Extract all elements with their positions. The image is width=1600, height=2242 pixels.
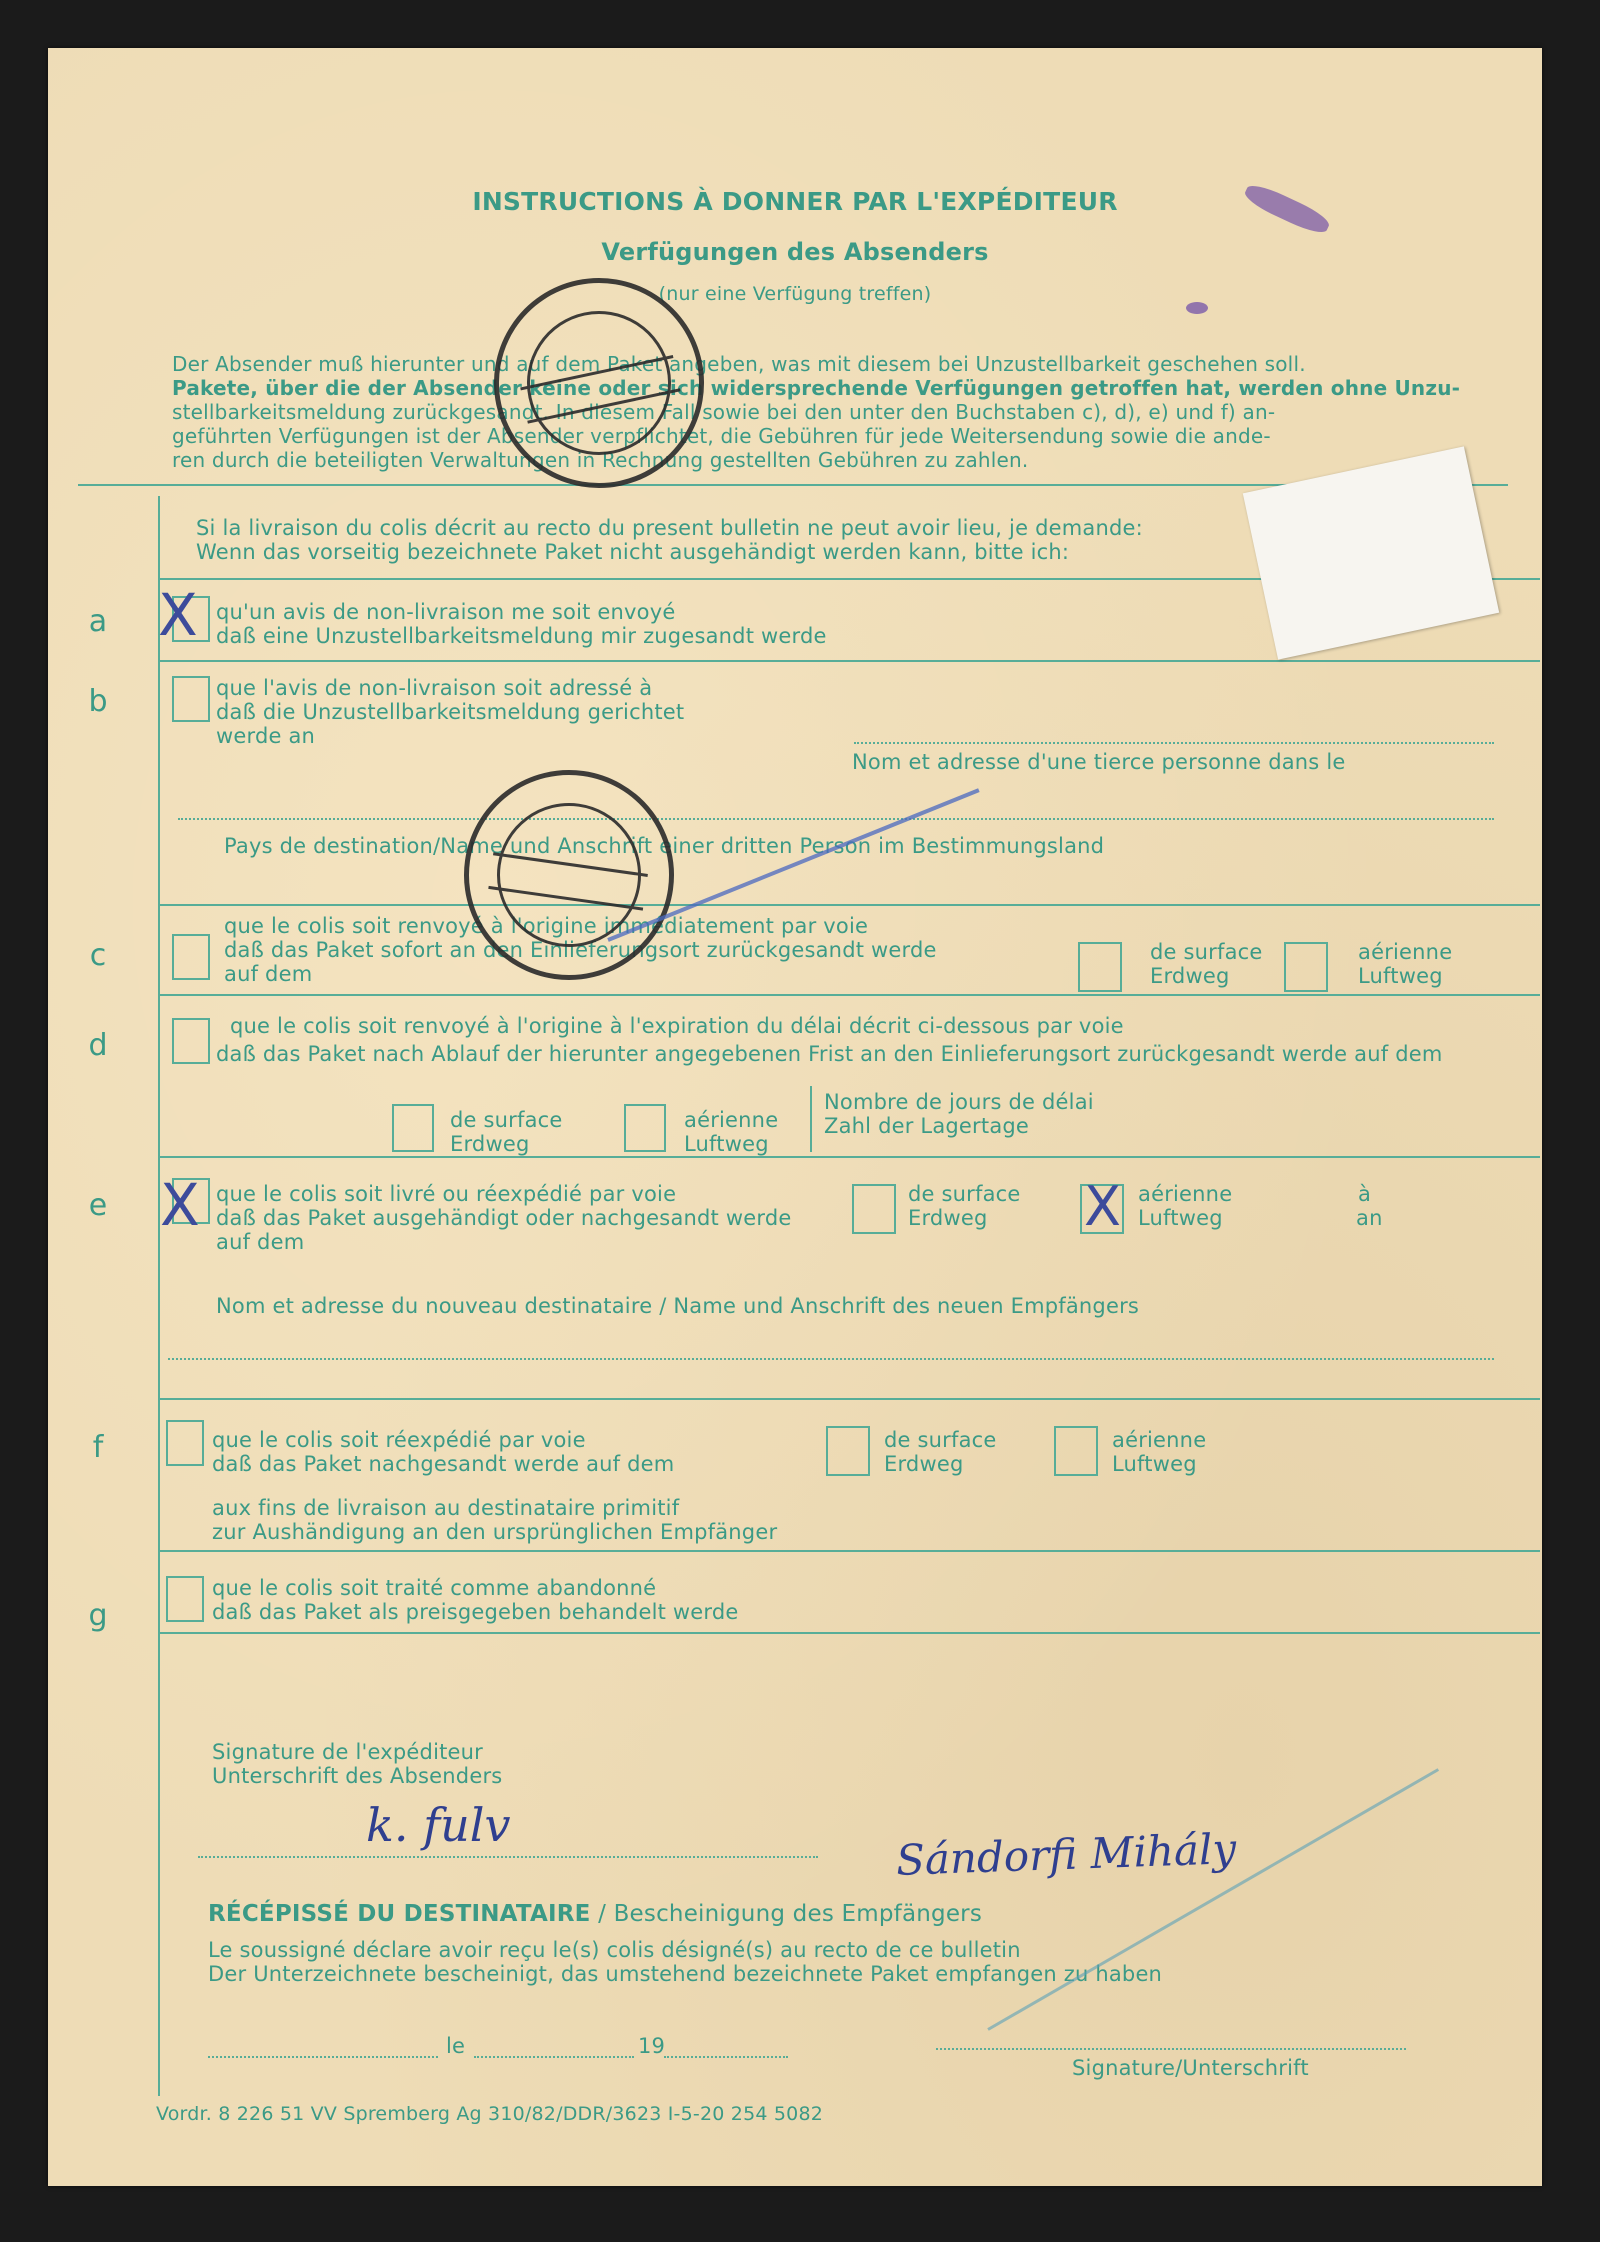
row-e-line2: daß das Paket ausgehändigt oder nachgesandt werde bbox=[216, 1206, 792, 1230]
row-letter-c: c bbox=[89, 938, 107, 973]
row-letter-e: e bbox=[88, 1188, 108, 1223]
request-french: Si la livraison du colis décrit au recto du present bulletin ne peut avoir lieu, je demande: bbox=[196, 516, 1143, 540]
date-dotted-line bbox=[664, 2056, 788, 2058]
handwritten-x-mark: X bbox=[160, 1171, 200, 1239]
form-sheet bbox=[48, 48, 1542, 2186]
checkbox-c-surface[interactable] bbox=[1078, 942, 1122, 992]
row-f-line2: daß das Paket nachgesandt werde auf dem bbox=[212, 1452, 675, 1476]
form-footer-reference: Vordr. 8 226 51 VV Spremberg Ag 310/82/DDR/3623 I-5-20 254 5082 bbox=[156, 2103, 824, 2125]
surface-label-fr: de surface bbox=[450, 1108, 563, 1132]
intro-line: Der Absender muß hierunter und auf dem Paket angeben, was mit diesem bei Unzustellbarkeit geschehen soll. bbox=[172, 352, 1306, 376]
checkbox-c[interactable] bbox=[172, 934, 210, 980]
sender-signature-handwritten: k. fulv bbox=[366, 1798, 511, 1852]
pencil-stroke bbox=[987, 1768, 1439, 2031]
subtitle: (nur eine Verfügung treffen) bbox=[658, 283, 932, 305]
recipient-signature-handwritten: Sándorfi Mihály bbox=[895, 1824, 1237, 1885]
row-letter-a: a bbox=[88, 604, 108, 639]
checkbox-d[interactable] bbox=[172, 1018, 210, 1064]
receipt-line2: Der Unterzeichnete bescheinigt, das umstehend bezeichnete Paket empfangen zu haben bbox=[208, 1962, 1163, 1986]
surface-label-de: Erdweg bbox=[450, 1132, 530, 1156]
row-c-line3: auf dem bbox=[224, 962, 313, 986]
row-g-line2: daß das Paket als preisgegeben behandelt werde bbox=[212, 1600, 739, 1624]
row-d-line2: daß das Paket nach Ablauf der hierunter angegebenen Frist an den Einlieferungsort zurückgesandt werde auf dem bbox=[216, 1042, 1443, 1066]
third-person-name-label: Nom et adresse d'une tierce personne dans le bbox=[852, 750, 1346, 774]
intro-line: Pakete, über die der Absender keine oder sich widersprechende Verfügungen getroffen hat, werden ohne Unzu- bbox=[172, 376, 1461, 400]
surface-label-fr: de surface bbox=[884, 1428, 997, 1452]
air-label-fr: aérienne bbox=[684, 1108, 779, 1132]
third-person-country-label: Pays de destination/Name und Anschrift einer dritten Person im Bestimmungsland bbox=[224, 834, 1105, 858]
to-label-de: an bbox=[1356, 1206, 1383, 1230]
surface-label-de: Erdweg bbox=[1150, 964, 1230, 988]
row-b-line2: daß die Unzustellbarkeitsmeldung gerichtet bbox=[216, 700, 685, 724]
row-a-german: daß eine Unzustellbarkeitsmeldung mir zugesandt werde bbox=[216, 624, 827, 648]
dotted-line bbox=[168, 1358, 1494, 1360]
divider bbox=[160, 660, 1540, 662]
row-e-line3: auf dem bbox=[216, 1230, 305, 1254]
receipt-title-de: / Bescheinigung des Empfängers bbox=[598, 1901, 983, 1927]
surface-label-fr: de surface bbox=[1150, 940, 1263, 964]
air-label-de: Luftweg bbox=[1112, 1452, 1197, 1476]
date-year-label: 19 bbox=[638, 2034, 666, 2058]
dotted-line bbox=[178, 818, 1494, 820]
row-c-line2: daß das Paket sofort an den Einlieferungsort zurückgesandt werde bbox=[224, 938, 937, 962]
sender-signature-label-de: Unterschrift des Absenders bbox=[212, 1764, 503, 1788]
date-dotted-line bbox=[208, 2056, 438, 2058]
row-letter-d: d bbox=[88, 1028, 108, 1063]
row-d-line1: que le colis soit renvoyé à l'origine à l'expiration du délai décrit ci-dessous par voie bbox=[230, 1014, 1124, 1038]
row-letter-b: b bbox=[88, 684, 108, 719]
dotted-line bbox=[854, 742, 1494, 744]
checkbox-c-air[interactable] bbox=[1284, 942, 1328, 992]
to-label-fr: à bbox=[1358, 1182, 1372, 1206]
divider bbox=[160, 994, 1540, 996]
checkbox-f-surface[interactable] bbox=[826, 1426, 870, 1476]
intro-line: stellbarkeitsmeldung zurückgesandt. In diesem Fall sowie bei den unter den Buchstaben c), d), e) und f) an- bbox=[172, 400, 1276, 424]
receipt-title-fr: RÉCÉPISSÉ DU DESTINATAIRE bbox=[208, 1901, 591, 1927]
date-le-label: le bbox=[446, 2034, 466, 2058]
checkbox-g[interactable] bbox=[166, 1576, 204, 1622]
checkbox-e-surface[interactable] bbox=[852, 1184, 896, 1234]
receipt-title bbox=[208, 1902, 982, 1926]
checkbox-f[interactable] bbox=[166, 1420, 204, 1466]
surface-label-fr: de surface bbox=[908, 1182, 1021, 1206]
handwritten-x-mark: X bbox=[1084, 1175, 1121, 1238]
handwritten-x-mark: X bbox=[158, 581, 198, 649]
date-dotted-line bbox=[474, 2056, 634, 2058]
title-german: Verfügungen des Absenders bbox=[601, 238, 989, 266]
surface-label-de: Erdweg bbox=[908, 1206, 988, 1230]
divider bbox=[160, 904, 1540, 906]
checkbox-f-air[interactable] bbox=[1054, 1426, 1098, 1476]
divider bbox=[160, 1550, 1540, 1552]
days-separator bbox=[810, 1086, 812, 1152]
row-g-line1: que le colis soit traité comme abandonné bbox=[212, 1576, 657, 1600]
air-label-de: Luftweg bbox=[1358, 964, 1443, 988]
dotted-line bbox=[198, 1856, 818, 1858]
divider bbox=[160, 1632, 1540, 1634]
torn-paper-remnant bbox=[1243, 446, 1499, 659]
divider bbox=[160, 1156, 1540, 1158]
row-letter-f: f bbox=[92, 1430, 104, 1465]
checkbox-d-air[interactable] bbox=[624, 1104, 666, 1152]
recipient-signature-label: Signature/Unterschrift bbox=[1072, 2056, 1309, 2080]
row-letter-g: g bbox=[88, 1598, 108, 1633]
storage-days-label-fr: Nombre de jours de délai bbox=[824, 1090, 1094, 1114]
air-label-de: Luftweg bbox=[1138, 1206, 1223, 1230]
row-f-purpose-fr: aux fins de livraison au destinataire primitif bbox=[212, 1496, 680, 1520]
ink-smudge bbox=[1186, 302, 1208, 314]
row-e-line1: que le colis soit livré ou réexpédié par voie bbox=[216, 1182, 677, 1206]
air-label-fr: aérienne bbox=[1112, 1428, 1207, 1452]
row-b-line3: werde an bbox=[216, 724, 316, 748]
storage-days-label-de: Zahl der Lagertage bbox=[824, 1114, 1030, 1138]
divider bbox=[160, 1398, 1540, 1400]
row-c-line1: que le colis soit renvoyé à l'origine immédiatement par voie bbox=[224, 914, 869, 938]
frame-left-line bbox=[158, 496, 160, 2096]
new-recipient-label: Nom et adresse du nouveau destinataire / Name und Anschrift des neuen Empfängers bbox=[216, 1294, 1140, 1318]
receipt-line1: Le soussigné déclare avoir reçu le(s) colis désigné(s) au recto de ce bulletin bbox=[208, 1938, 1021, 1962]
row-f-purpose-de: zur Aushändigung an den ursprünglichen Empfänger bbox=[212, 1520, 778, 1544]
intro-line: ren durch die beteiligten Verwaltungen in Rechnung gestellten Gebühren zu zahlen. bbox=[172, 448, 1029, 472]
surface-label-de: Erdweg bbox=[884, 1452, 964, 1476]
checkbox-d-surface[interactable] bbox=[392, 1104, 434, 1152]
title-french: INSTRUCTIONS À DONNER PAR L'EXPÉDITEUR bbox=[472, 187, 1118, 216]
row-a-french: qu'un avis de non-livraison me soit envoyé bbox=[216, 600, 676, 624]
checkbox-b[interactable] bbox=[172, 676, 210, 722]
air-label-fr: aérienne bbox=[1138, 1182, 1233, 1206]
signature-dotted-line bbox=[936, 2048, 1406, 2050]
intro-line: geführten Verfügungen ist der Absender verpflichtet, die Gebühren für jede Weitersendung sowie die ande- bbox=[172, 424, 1271, 448]
air-label-fr: aérienne bbox=[1358, 940, 1453, 964]
row-b-line1: que l'avis de non-livraison soit adressé à bbox=[216, 676, 653, 700]
air-label-de: Luftweg bbox=[684, 1132, 769, 1156]
sender-signature-label-fr: Signature de l'expéditeur bbox=[212, 1740, 484, 1764]
request-german: Wenn das vorseitig bezeichnete Paket nicht ausgehändigt werden kann, bitte ich: bbox=[196, 540, 1070, 564]
row-f-line1: que le colis soit réexpédié par voie bbox=[212, 1428, 586, 1452]
